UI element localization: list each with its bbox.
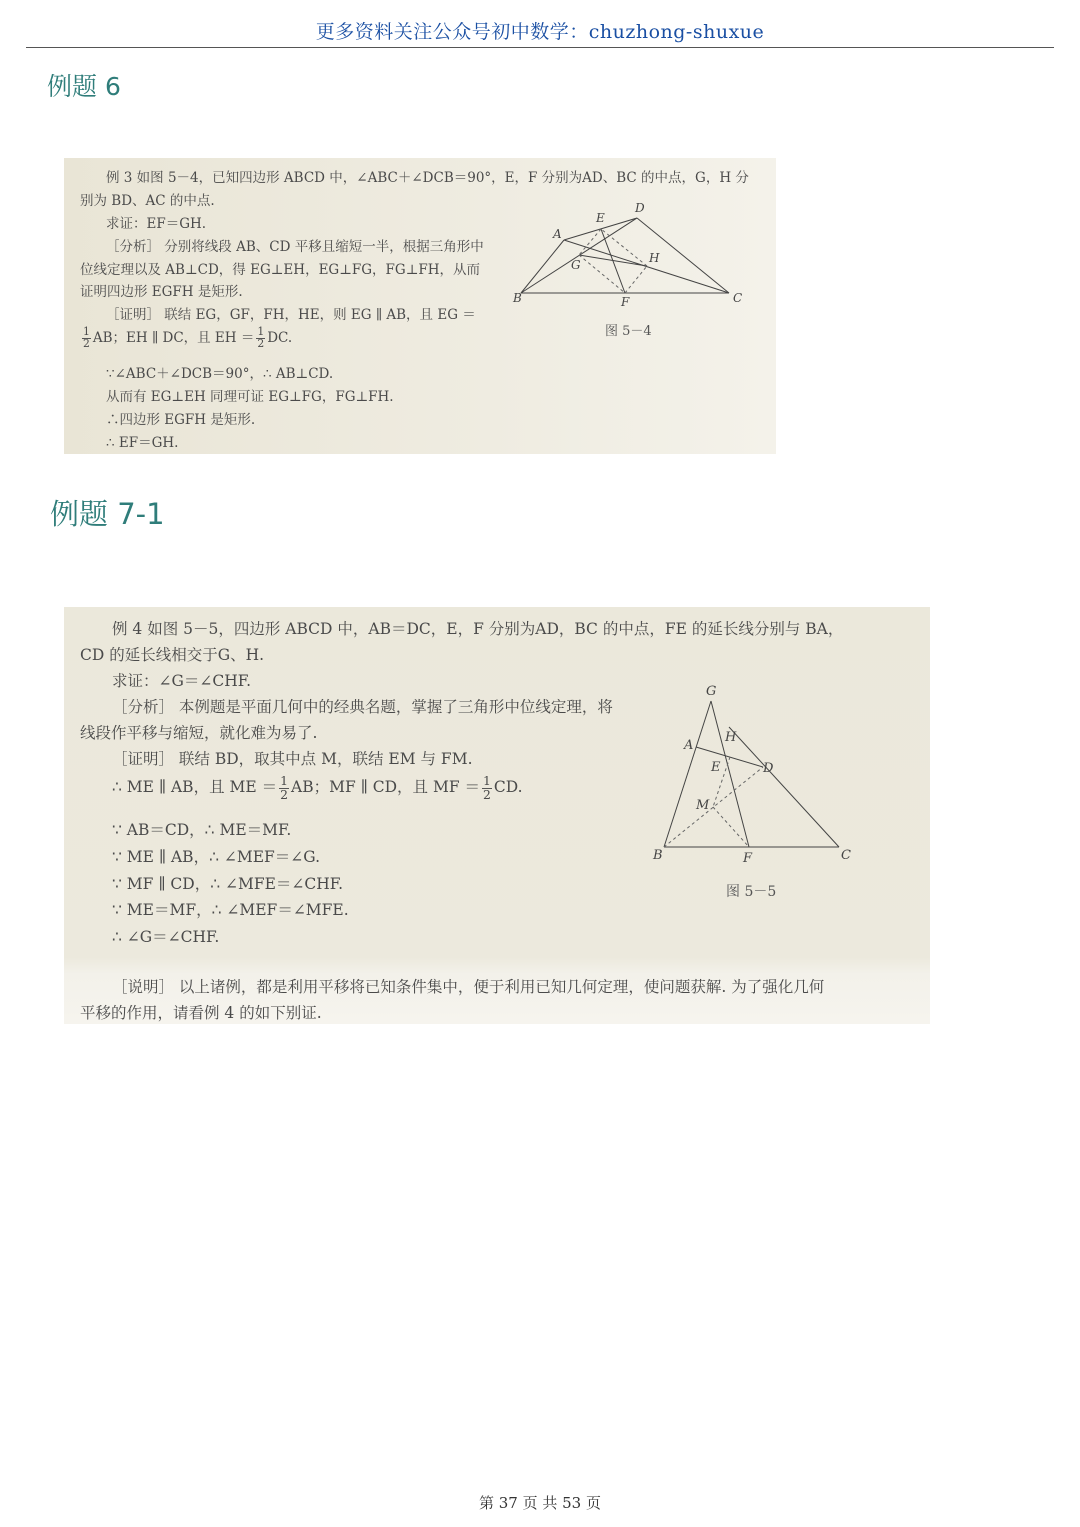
example-3-analysis-line-1: ［分析］ 分别将线段 AB、CD 平移且缩短一半，根据三角形中: [106, 239, 484, 255]
example-4-note-line-1: ［说明］ 以上诸例，都是利用平移将已知条件集中，便于利用已知几何定理，使问题获解. 为了强化几何: [112, 978, 825, 996]
example-4-to-prove: 求证：∠G＝∠CHF.: [112, 672, 252, 690]
line-gb: [664, 701, 711, 847]
example-4-proof-line-6: ∵ ME＝MF，∴ ∠MEF＝∠MFE.: [112, 901, 349, 919]
example-3-statement-line-1: 例 3 如图 5－4，已知四边形 ABCD 中，∠ABC＋∠DCB＝90°，E，F 分别为AD、BC 的中点，G，H 分: [106, 170, 749, 186]
dashed-fh: [625, 266, 647, 293]
label-c: C: [733, 291, 743, 305]
example-3-proof-line-5: ∴四边形 EGFH 是矩形.: [106, 412, 256, 428]
label-e: E: [596, 211, 605, 225]
label-g: G: [571, 258, 581, 272]
example-3-proof-conclusion: ∴ EF＝GH.: [106, 435, 179, 451]
scanned-example-3: [64, 158, 776, 454]
label-a: A: [553, 227, 562, 241]
example-4-analysis-line-1: ［分析］ 本例题是平面几何中的经典名题，掌握了三角形中位线定理，将: [112, 698, 613, 716]
example-4-statement-line-2: CD 的延长线相交于G、H.: [80, 646, 265, 664]
figure-5-5-caption: 图 5－5: [726, 884, 777, 900]
label-d: D: [635, 201, 645, 215]
scanned-example-4: [64, 607, 930, 1024]
example-3-analysis-line-3: 证明四边形 EGFH 是矩形.: [80, 284, 243, 300]
example-3-statement-line-2: 别为 BD、AC 的中点.: [80, 193, 215, 209]
example-4-proof-conclusion: ∴ ∠G＝∠CHF.: [112, 928, 220, 946]
label-f: F: [743, 851, 753, 866]
example-3-to-prove: 求证：EF＝GH.: [106, 216, 207, 232]
example-3-proof-line-1: ［证明］ 联结 EG，GF，FH，HE，则 EG ∥ AB，且 EG ＝: [106, 307, 476, 323]
header-banner: 更多资料关注公众号初中数学：chuzhong-shuxue: [315, 21, 765, 43]
label-h: H: [649, 251, 660, 265]
section-title-example-6: 例题 6: [47, 72, 121, 101]
example-4-proof-line-1: ［证明］ 联结 BD，取其中点 M，联结 EM 与 FM.: [112, 750, 473, 768]
fraction-one-half: $\frac{1}{2}$: [257, 325, 265, 350]
example-4-proof-line-4: ∵ ME ∥ AB，∴ ∠MEF＝∠G.: [112, 848, 321, 866]
example-3-proof-fraction-line: $\frac{1}{2}$ AB；EH ∥ DC，且 EH ＝ $\frac{1}{2}$ DC.: [83, 325, 293, 350]
example-4-statement-line-1: 例 4 如图 5－5，四边形 ABCD 中，AB＝DC，E，F 分别为AD，BC 的中点，FE 的延长线分别与 BA，: [112, 620, 844, 638]
diagonal-ac: [564, 240, 729, 293]
label-h: H: [725, 730, 737, 745]
header-divider: [26, 47, 1054, 48]
fraction-one-half: $\frac{1}{2}$: [483, 773, 491, 802]
label-e: E: [711, 760, 721, 775]
fraction-one-half: $\frac{1}{2}$: [280, 773, 289, 802]
section-title-example-7-1: 例题 7-1: [50, 497, 165, 531]
example-4-proof-line-3: ∵ AB＝CD，∴ ME＝MF.: [112, 821, 292, 839]
fraction-one-half: $\frac{1}{2}$: [83, 325, 90, 350]
figure-5-4-caption: 图 5－4: [605, 324, 652, 339]
label-d: D: [763, 761, 774, 776]
label-g: G: [706, 684, 717, 699]
example-3-proof-line-3: ∵∠ABC＋∠DCB＝90°，∴ AB⊥CD.: [106, 366, 334, 382]
example-4-proof-line-5: ∵ MF ∥ CD，∴ ∠MFE＝∠CHF.: [112, 875, 344, 893]
label-m: M: [696, 798, 710, 813]
example-4-note-line-2: 平移的作用，请看例 4 的如下别证.: [80, 1004, 322, 1022]
figure-5-4-diagram: [509, 198, 759, 308]
example-3-analysis-line-2: 位线定理以及 AB⊥CD，得 EG⊥EH，EG⊥FG，FG⊥FH，从而: [80, 262, 481, 278]
example-3-proof-line-4: 从而有 EG⊥EH 同理可证 EG⊥FG，FG⊥FH.: [106, 389, 394, 405]
segment-gh: [579, 255, 647, 266]
label-a: A: [684, 738, 694, 753]
page-number-footer: 第 37 页 共 53 页: [478, 1494, 601, 1512]
label-c: C: [841, 848, 851, 863]
line-hc: [729, 727, 839, 847]
figure-5-5-diagram: [649, 679, 859, 869]
example-4-proof-fraction-line: ∴ ME ∥ AB，且 ME ＝ $\frac{1}{2}$ AB；MF ∥ CD，且 MF ＝ $\frac{1}{2}$ CD.: [112, 773, 523, 802]
label-b: B: [513, 291, 522, 305]
example-4-analysis-line-2: 线段作平移与缩短，就化难为易了.: [80, 724, 318, 742]
label-b: B: [653, 848, 663, 863]
segment-ab: [521, 240, 564, 293]
label-f: F: [621, 295, 630, 308]
